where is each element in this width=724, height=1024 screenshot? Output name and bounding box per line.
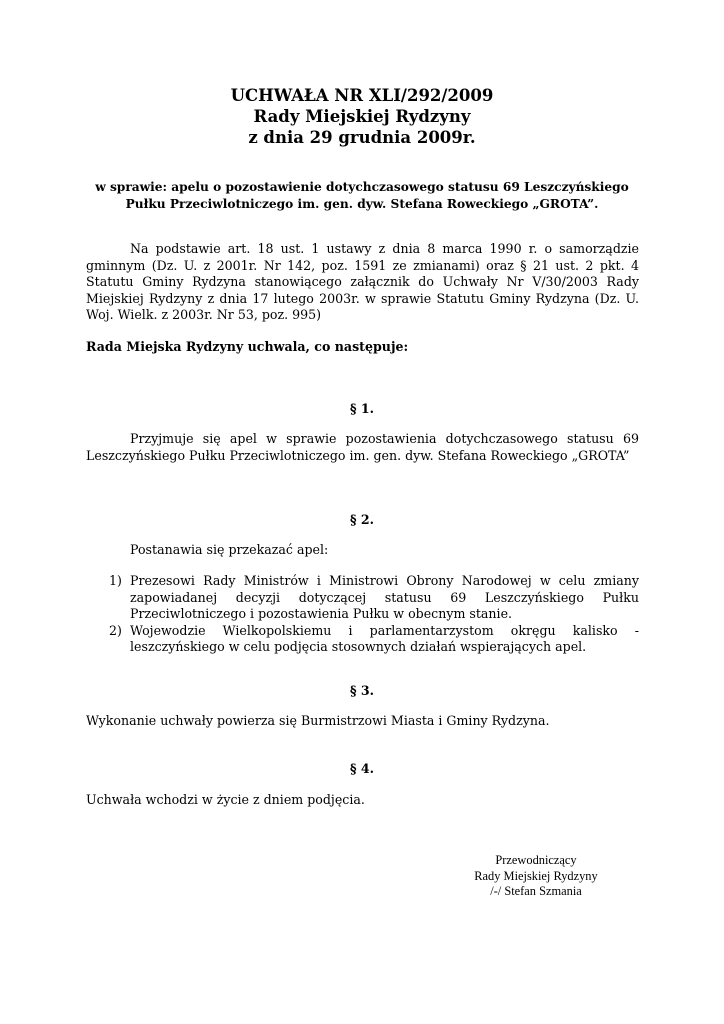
section-2-heading: § 2. [349, 512, 375, 527]
section-3-text: Wykonanie uchwały powierza się Burmistrzowi Miasta i Gminy Rydzyna. [86, 713, 550, 728]
signatory-title: Przewodniczący [495, 853, 577, 867]
signatory-name: /-/ Stefan Szmania [490, 884, 582, 898]
list-item-number: 2) [109, 622, 122, 638]
list-item-text: Prezesowi Rady Ministrów i Ministrowi Obrony Narodowej w celu zmiany zapowiadanej decyzji dotyczącej statusu 69 Leszczyńskiego Pułku Przeciwlotniczego i pozostawienia Pułku w obecnym stanie. [130, 573, 639, 621]
list-item [109, 573, 639, 623]
resolution-title [0, 85, 724, 148]
resolves-statement: Rada Miejska Rydzyny uchwala, co następuje: [86, 339, 409, 354]
section-1-heading: § 1. [349, 401, 375, 416]
section-4-text: Uchwała wchodzi w życie z dniem podjęcia. [86, 792, 365, 807]
section-4-heading: § 4. [349, 761, 375, 776]
section-2-intro: Postanawia się przekazać apel: [130, 542, 329, 557]
signature-block [456, 853, 616, 900]
section-1-text: Przyjmuje się apel w sprawie pozostawienia dotychczasowego statusu 69 Leszczyńskiego Pułku Przeciwlotniczego im. gen. dyw. Stefana Roweckiego „GROTA” [86, 431, 639, 463]
section-3-heading: § 3. [349, 683, 375, 698]
list-item-number: 1) [109, 573, 122, 588]
legal-basis-paragraph: Na podstawie art. 18 ust. 1 ustawy z dnia 8 marca 1990 r. o samorządzie gminnym (Dz. U. z 2001r. Nr 142, poz. 1591 ze zmianami) oraz § 21 ust. 2 pkt. 4 Statutu Gminy Rydzyna stanowiącego załącznik do Uchwały Nr V/30/2003 Rady Miejskiej Rydzyny z dnia 17 lutego 2003r. w sprawie Statutu Gminy Rydzyna (Dz. U. Woj. Wielk. z 2003r. Nr 53, poz. 995) [86, 241, 639, 322]
resolution-date: z dnia 29 grudnia 2009r. [248, 128, 476, 147]
recipients-list [109, 573, 639, 656]
list-item [109, 623, 639, 656]
resolution-number: UCHWAŁA NR XLI/292/2009 [230, 86, 494, 105]
signatory-council: Rady Miejskiej Rydzyny [474, 868, 598, 883]
resolution-subject: w sprawie: apelu o pozostawienie dotychczasowego statusu 69 Leszczyńskiego Pułku Przeciwlotniczego im. gen. dyw. Stefana Roweckiego „GROTA”. [95, 180, 629, 211]
council-name: Rady Miejskiej Rydzyny [253, 107, 471, 126]
list-item-text: Wojewodzie Wielkopolskiemu i parlamentarzystom okręgu kalisko - leszczyńskiego w celu podjęcia stosownych działań wspierających apel. [130, 622, 639, 654]
